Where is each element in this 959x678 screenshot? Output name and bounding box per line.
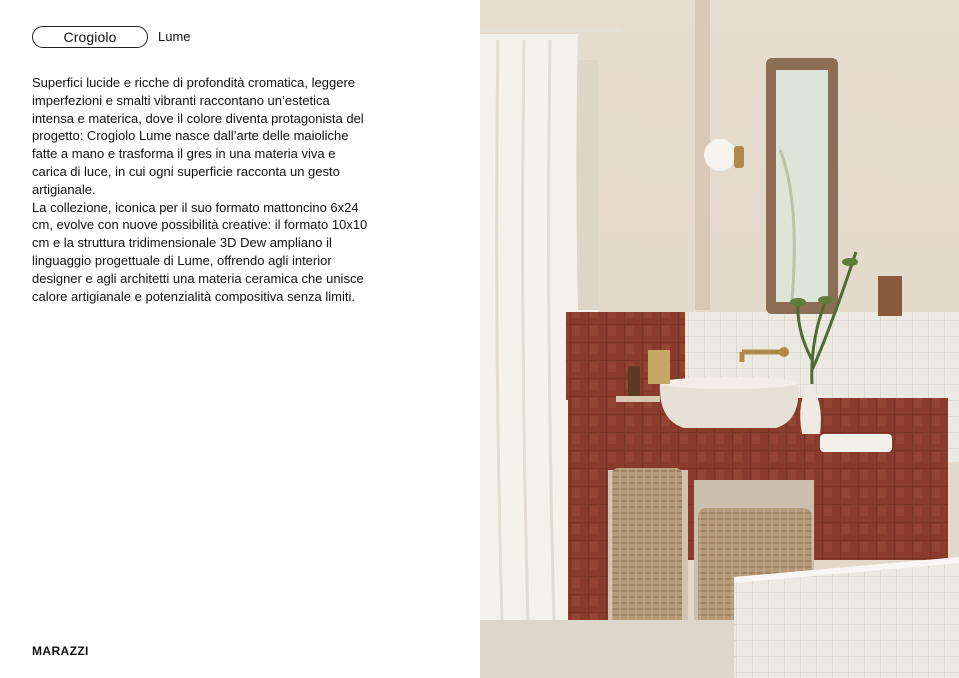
wicker-basket	[612, 468, 682, 628]
bathroom-illustration	[480, 0, 959, 678]
description	[32, 74, 372, 305]
faucet-handle	[779, 347, 789, 357]
plant-leaf	[818, 296, 834, 304]
description-paragraph: Superfici lucide e ricche di profondità cromatica, leggere imperfezioni e smalti vibranti raccontano un’estetica intensa e materica, dove il colore diventa protagonista del progetto: Crogiolo Lume nasce dall’arte delle maioliche fatte a mano e trasforma il gres in una materia viva e carica di luce, in cui ogni superficie racconta un gesto artigianale.	[32, 75, 364, 197]
series-label: Lume	[158, 29, 191, 44]
bathroom-photo	[480, 0, 959, 678]
collection-label: Crogiolo	[63, 29, 117, 45]
collection-pill	[32, 26, 148, 48]
toothbrush-cup	[878, 276, 902, 316]
basin-rim	[660, 377, 798, 389]
candle-holder	[648, 350, 670, 384]
curtain-rod	[480, 28, 620, 32]
mirror-glass	[776, 70, 828, 302]
description-paragraph: La collezione, iconica per il suo formato mattoncino 6x24 cm, evolve con nuove possibilità creative: il formato 10x10 cm e la struttura tridimensionale 3D Dew ampliano il linguaggio progettuale di Lume, offrendo agli interior designer e agli architetti una materia ceramica che unisce calore artigianale e potenzialità compositiva senza limiti.	[32, 199, 368, 304]
wall-lamp-mount	[734, 146, 744, 168]
plant-leaf	[842, 258, 858, 266]
soap-bottle	[628, 366, 640, 398]
plant-leaf	[790, 298, 806, 306]
folded-towel	[820, 434, 892, 452]
wall-lamp-globe	[704, 139, 736, 171]
tray	[616, 396, 660, 402]
brand-logo: MARAZZI	[32, 644, 89, 658]
